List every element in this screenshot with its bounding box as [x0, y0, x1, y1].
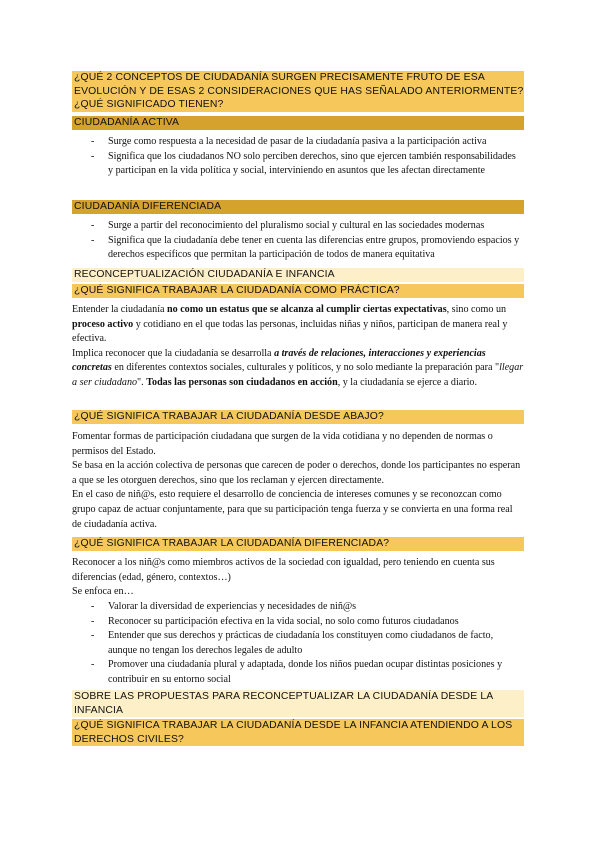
paragraph-text: Fomentar formas de participación ciudadana que surgen de la vida cotidiana y no dependen de normas o permisos del Estado. — [72, 431, 493, 457]
section-heading-ciudadania-activa: CIUDADANÍA ACTIVA — [72, 116, 524, 130]
list-se-enfoca-en — [91, 600, 523, 688]
question-heading-desde-abajo: ¿QUÉ SIGNIFICA TRABAJAR LA CIUDADANÍA DESDE ABAJO? — [72, 410, 524, 424]
list-item: - Significa que los ciudadanos NO solo perciben derechos, sino que ejercen también responsabilidades y participan en la vida política y social, interviniendo en asuntos que les afectan directamente — [91, 150, 516, 177]
question-heading-concepts: ¿QUÉ 2 CONCEPTOS DE CIUDADANÍA SURGEN PRECISAMENTE FRUTO DE ESA EVOLUCIÓN Y DE ESAS 2 CONSIDERACIONES QUE HAS SEÑALADO ANTERIORMENTE? ¿QUÉ SIGNIFICADO TIENEN? — [74, 72, 524, 110]
list-item: - Surge como respuesta a la necesidad de pasar de la ciudadanía pasiva a la participación activa — [91, 136, 487, 147]
list-ciudadania-activa — [91, 135, 523, 179]
list-item: - Surge a partir del reconocimiento del pluralismo social y cultural en las sociedades modernas — [91, 220, 485, 231]
section-heading-reconceptualizacion: RECONCEPTUALIZACIÓN CIUDADANÍA E INFANCIA — [72, 268, 524, 282]
paragraph-text: Se enfoca en… — [72, 586, 134, 598]
list-item: - Significa que la ciudadanía debe tener en cuenta las diferencias entre grupos, promoviendo espacios y derechos específicos que permitan la participación de todos de manera equitativa — [91, 234, 520, 261]
paragraph-text: En el caso de niñ@s, esto requiere el desarrollo de conciencia de intereses comunes y se reconozcan como grupo capaz de actuar conjuntamente, para que su participación tenga fuerza y se convierta en una forma real de ciudadanía activa. — [72, 489, 513, 530]
section-heading-ciudadania-diferenciada: CIUDADANÍA DIFERENCIADA — [72, 200, 524, 214]
question-heading-derechos-civiles: ¿QUÉ SIGNIFICA TRABAJAR LA CIUDADANÍA DESDE LA INFANCIA ATENDIENDO A LOS DERECHOS CIVILES? — [72, 719, 524, 746]
paragraph-text: Entender la ciudadanía no como un estatus que se alcanza al cumplir ciertas expectativas, sino como un proceso activo y cotidiano en el que todas las personas, incluidas niñas y niños, participan de manera real y efectiva. — [72, 304, 508, 345]
paragraph-practica — [72, 303, 524, 391]
question-heading-diferenciada: ¿QUÉ SIGNIFICA TRABAJAR LA CIUDADANÍA DIFERENCIADA? — [72, 537, 524, 551]
list-item: - Promover una ciudadanía plural y adaptada, donde los niños puedan ocupar distintas posiciones y contribuir en su entorno social — [91, 659, 503, 685]
paragraph-text: Reconocer a los niñ@s como miembros activos de la sociedad con igualdad, pero teniendo en cuenta sus diferencias (edad, género, contextos…) — [72, 557, 495, 583]
list-item: - Entender que sus derechos y prácticas de ciudadanía los constituyen como ciudadanos de facto, aunque no tengan los derechos legales de adulto — [91, 630, 494, 656]
paragraph-desde-abajo — [72, 430, 524, 532]
paragraph-text: Implica reconocer que la ciudadanía se desarrolla a través de relaciones, interacciones y experiencias concretas en diferentes contextos sociales, culturales y políticos, y no solo mediante la preparación para "llegar a ser ciudadano". Todas las personas son ciudadanos en acción, y la ciudadanía se ejerce a diario. — [72, 347, 524, 388]
section-heading-propuestas: SOBRE LAS PROPUESTAS PARA RECONCEPTUALIZAR LA CIUDADANÍA DESDE LA INFANCIA — [72, 690, 524, 717]
list-item: - Valorar la diversidad de experiencias y necesidades de niñ@s — [91, 601, 357, 612]
paragraph-diferenciada — [72, 556, 524, 600]
paragraph-text: Se basa en la acción colectiva de personas que carecen de poder o derechos, donde los participantes no esperan a que se les otorguen derechos, sino que los reclaman y ejercen directamente. — [72, 460, 521, 486]
list-item: - Reconocer su participación efectiva en la vida social, no solo como futuros ciudadanos — [91, 615, 459, 627]
question-heading-practica: ¿QUÉ SIGNIFICA TRABAJAR LA CIUDADANÍA COMO PRÁCTICA? — [72, 284, 524, 298]
list-ciudadania-diferenciada — [91, 219, 523, 263]
